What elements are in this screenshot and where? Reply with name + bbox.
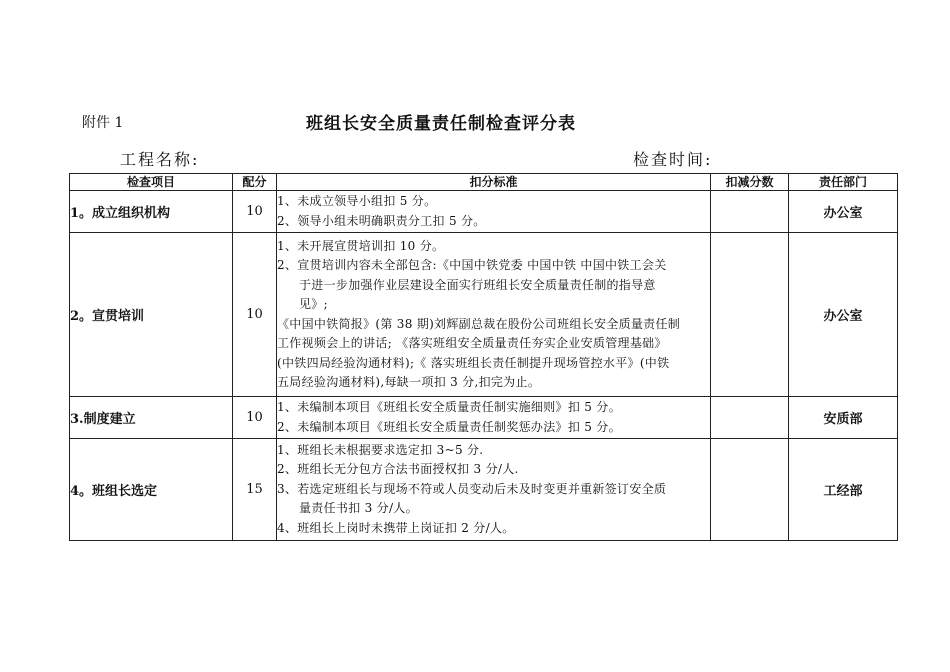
criteria-line: 工作视频会上的讲话; 《落实班组安全质量责任夯实企业安质管理基础》 (277, 336, 667, 350)
table-row (70, 191, 898, 233)
criteria-line: 1、未成立领导小组扣 5 分。 (277, 194, 437, 208)
criteria-line: 见》; (299, 297, 328, 311)
item-cell: 3.制度建立 (70, 397, 233, 439)
department-cell: 安质部 (789, 397, 898, 439)
deduction-cell[interactable] (711, 191, 789, 233)
table-header-row (70, 174, 898, 191)
item-cell: 2。宣贯培训 (70, 233, 233, 397)
criteria-cell (277, 439, 711, 541)
criteria-line: 2、领导小组未明确职责分工扣 5 分。 (277, 213, 486, 228)
criteria-line: 《中国中铁简报》(第 38 期)刘辉副总裁在股份公司班组长安全质量责任制 (277, 316, 681, 331)
criteria-line: 1、未编制本项目《班组长安全质量责任制实施细则》扣 5 分。 (277, 400, 621, 414)
column-header-item: 检查项目 (70, 174, 233, 191)
department-cell: 工经部 (789, 439, 898, 541)
column-header-score: 配分 (233, 174, 277, 191)
table-row (70, 397, 898, 439)
form-title: 班组长安全质量责任制检查评分表 (306, 114, 576, 134)
inspection-time-label: 检查时间: (633, 150, 713, 169)
score-cell: 10 (233, 191, 277, 233)
criteria-line: 2、未编制本项目《班组长安全质量责任制奖惩办法》扣 5 分。 (277, 419, 621, 434)
criteria-cell (277, 233, 711, 397)
criteria-line: (中铁四局经验沟通材料);《 落实班组长责任制提升现场管控水平》(中铁 (277, 355, 670, 370)
column-header-criteria: 扣分标准 (277, 174, 711, 191)
criteria-line: 2、班组长无分包方合法书面授权扣 3 分/人. (277, 462, 519, 477)
criteria-line: 4、班组长上岗时未携带上岗证扣 2 分/人。 (277, 520, 515, 535)
criteria-cell (277, 191, 711, 233)
deduction-cell[interactable] (711, 233, 789, 397)
criteria-line: 于进一步加强作业层建设全面实行班组长安全质量责任制的指导意 (299, 277, 656, 292)
item-cell: 1。成立组织机构 (70, 191, 233, 233)
item-cell: 4。班组长选定 (70, 439, 233, 541)
score-cell: 10 (233, 233, 277, 397)
deduction-cell[interactable] (711, 397, 789, 439)
column-header-deduction: 扣减分数 (711, 174, 789, 191)
criteria-line: 五局经验沟通材料),每缺一项扣 3 分,扣完为止。 (277, 375, 541, 389)
criteria-line: 2、宣贯培训内容未全部包含:《中国中铁党委 中国中铁 中国中铁工会关 (277, 258, 667, 272)
table-row (70, 233, 898, 397)
attachment-label: 附件 1 (82, 115, 124, 131)
criteria-line: 3、若选定班组长与现场不符或人员变动后未及时变更并重新签订安全质 (277, 481, 667, 496)
scoring-table (69, 173, 898, 541)
score-cell: 10 (233, 397, 277, 439)
table-row (70, 439, 898, 541)
criteria-line: 1、班组长未根据要求选定扣 3~5 分. (277, 442, 484, 457)
criteria-line: 量责任书扣 3 分/人。 (299, 501, 418, 516)
project-name-label: 工程名称: (120, 150, 200, 169)
department-cell: 办公室 (789, 191, 898, 233)
department-cell: 办公室 (789, 233, 898, 397)
criteria-line: 1、未开展宣贯培训扣 10 分。 (277, 238, 445, 253)
score-cell: 15 (233, 439, 277, 541)
deduction-cell[interactable] (711, 439, 789, 541)
column-header-department: 责任部门 (789, 174, 898, 191)
criteria-cell (277, 397, 711, 439)
